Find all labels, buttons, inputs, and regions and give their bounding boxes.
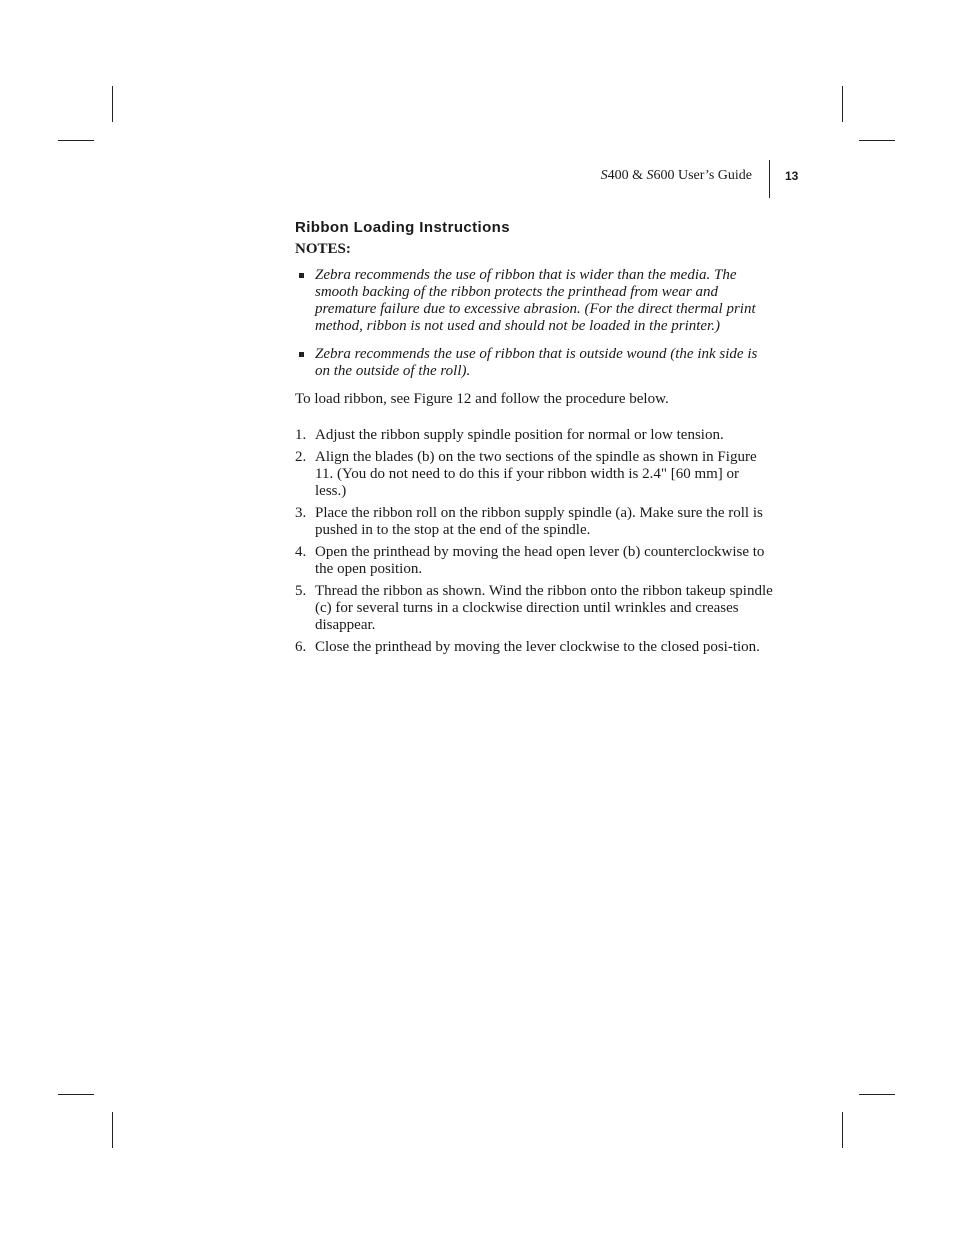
step-number: 5. <box>295 583 307 599</box>
running-header <box>560 167 752 185</box>
model-letter-a: S <box>600 168 608 183</box>
crop-mark-bottom-left-vertical <box>112 1112 113 1148</box>
step-text: Open the printhead by moving the head open lever (b) counterclockwise to the open position. <box>315 544 765 577</box>
step-number: 3. <box>295 505 307 521</box>
crop-mark-bottom-right-vertical <box>842 1112 843 1148</box>
step-number: 1. <box>295 427 307 443</box>
notes-list <box>295 267 773 380</box>
step-number: 2. <box>295 449 307 465</box>
crop-mark-top-left-vertical <box>112 86 113 122</box>
crop-mark-bottom-right-horizontal <box>859 1094 895 1095</box>
step-text: Thread the ribbon as shown. Wind the ribbon onto the ribbon takeup spindle (c) for several turns in a clockwise direction until wrinkles and creases disappear. <box>315 583 773 633</box>
page-number: 13 <box>785 169 799 183</box>
crop-mark-top-right-vertical <box>842 86 843 122</box>
intro-paragraph: To load ribbon, see Figure 12 and follow the procedure below. <box>295 391 669 407</box>
step-item <box>295 505 773 539</box>
step-number: 4. <box>295 544 307 560</box>
square-bullet-icon <box>299 273 304 278</box>
step-item <box>295 544 773 578</box>
step-text: Adjust the ribbon supply spindle position for normal or low tension. <box>315 427 724 443</box>
procedure-steps <box>295 427 773 656</box>
notes-label: NOTES: <box>295 241 351 257</box>
crop-mark-top-left-horizontal <box>58 140 94 141</box>
step-text: Place the ribbon roll on the ribbon supply spindle (a). Make sure the roll is pushed in to the stop at the end of the spindle. <box>315 505 763 538</box>
guide-title-part-b: 600 User’s Guide <box>653 168 752 183</box>
header-divider <box>769 160 770 198</box>
guide-title-part-a: 400 & <box>607 168 647 183</box>
note-text: Zebra recommends the use of ribbon that is outside wound (the ink side is on the outside of the roll). <box>315 346 758 379</box>
model-letter-b: S <box>646 168 654 183</box>
square-bullet-icon <box>299 352 304 357</box>
main-content <box>295 218 773 661</box>
step-text: Close the printhead by moving the lever clockwise to the closed posi-tion. <box>315 639 760 655</box>
step-item <box>295 449 773 500</box>
step-number: 6. <box>295 639 307 655</box>
step-item <box>295 583 773 634</box>
note-item <box>295 346 773 380</box>
note-item <box>295 267 773 335</box>
note-text: Zebra recommends the use of ribbon that is wider than the media. The smooth backing of the ribbon protects the printhead from wear and premature failure due to excessive abrasion. (For the direct thermal print method, ribbon is not used and should not be loaded in the printer.) <box>315 267 756 334</box>
step-item <box>295 427 773 444</box>
step-text: Align the blades (b) on the two sections of the spindle as shown in Figure 11. (You do not need to do this if your ribbon width is 2.4" [60 mm] or less.) <box>315 449 757 499</box>
crop-mark-top-right-horizontal <box>859 140 895 141</box>
section-heading: Ribbon Loading Instructions <box>295 219 510 236</box>
crop-mark-bottom-left-horizontal <box>58 1094 94 1095</box>
step-item <box>295 639 773 656</box>
